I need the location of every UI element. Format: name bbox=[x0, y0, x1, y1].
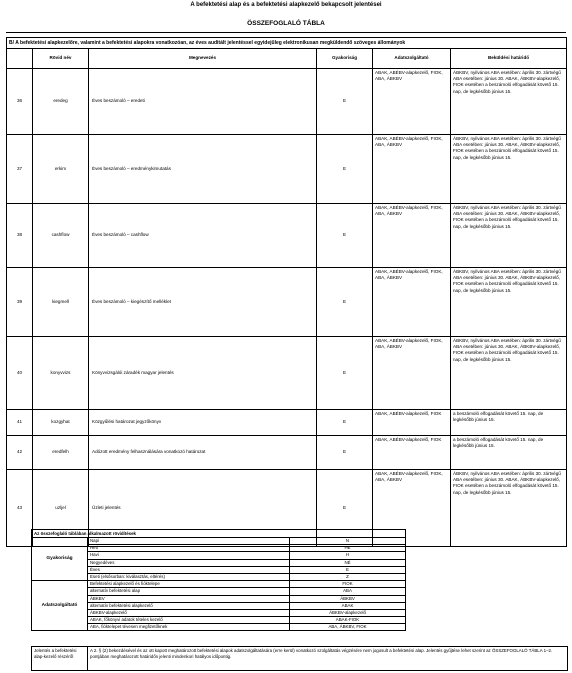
column-header-provider: Adatszolgáltató bbox=[373, 49, 451, 69]
row-deadline: ÁBKBV, nyilvános ABA esetében: április 30. zártvégű ABA esetében: június 30. ABAK, ÁBKBV-alapkezelő, FIOK esetében a beszámoló elfogadását követő 15. nap, de legkésőbb június 15. bbox=[451, 69, 567, 135]
section-title: B/ A befektetési alapkezelőre, valamint a befektetési alapokra vonatkozóan, az éves auditált jelentéssel egyidejűleg elektronikusan megküldendő szöveges állományok bbox=[7, 38, 567, 49]
row-number: 42 bbox=[7, 436, 33, 470]
legend-row bbox=[32, 581, 406, 588]
row-number: 36 bbox=[7, 69, 33, 135]
row-title: Közgyűlési határozat jegyzőkönyv bbox=[89, 410, 317, 436]
legend-item-label: alternatív befektetési alapkezelő bbox=[88, 602, 290, 609]
column-header-frequency: Gyakoriság bbox=[317, 49, 373, 69]
legend-item-abbreviation: ABA, ÁBKBV, FIOK bbox=[290, 624, 406, 631]
legend-item-label: ÁBKBV bbox=[88, 595, 290, 602]
row-frequency: E bbox=[317, 204, 373, 268]
legend-row bbox=[32, 538, 406, 545]
legend-item-abbreviation: ÁBKBV bbox=[290, 595, 406, 602]
column-header-title: Megnevezés bbox=[89, 49, 317, 69]
abbreviations-title: Az összefoglaló táblában alkalmazott rövidítések bbox=[32, 530, 406, 538]
row-title: Éves beszámoló – kiegészítő melléklet bbox=[89, 268, 317, 337]
row-frequency: E bbox=[317, 470, 373, 547]
row-frequency: E bbox=[317, 69, 373, 135]
legend-item-abbreviation: H bbox=[290, 552, 406, 559]
row-deadline: ÁBKBV, nyilvános ABA esetében: április 30. zártvégű ABA esetében: június 30. ABAK, ÁBKBV-alapkezelő, FIOK esetében a beszámoló elfogadását követő 15. nap, de legkésőbb június 15. bbox=[451, 337, 567, 410]
legend-row bbox=[32, 552, 406, 559]
row-short-name: kozgyhat bbox=[33, 410, 89, 436]
legend-item-label: Negyedéves bbox=[88, 559, 290, 566]
note-table bbox=[31, 646, 568, 671]
summary-table bbox=[6, 37, 567, 547]
title-divider bbox=[6, 32, 566, 33]
legend-item-label: Heti bbox=[88, 545, 290, 552]
row-deadline: ÁBKBV, nyilvános ABA esetében: április 30. zártvégű ABA esetében: június 30. ABAK, ÁBKBV-alapkezelő, FIOK esetében a beszámoló elfogadását követő 15. nap, de legkésőbb június 15. bbox=[451, 204, 567, 268]
row-frequency: E bbox=[317, 135, 373, 204]
row-provider: ABAK, ABÉBV-alapkezelő, FIOK, ABA, ÁBKBV bbox=[373, 470, 451, 547]
legend-item-label: Napi bbox=[88, 538, 290, 545]
row-provider: ABAK, ABÉBV-alapkezelő, FIOK, ABA, ÁBKBV bbox=[373, 268, 451, 337]
row-short-name: eredeg bbox=[33, 69, 89, 135]
row-title: Adózott eredmény felhasználására vonatkozó határozat bbox=[89, 436, 317, 470]
legend-group-label: Gyakoriság bbox=[32, 538, 88, 581]
row-number: 38 bbox=[7, 204, 33, 268]
row-title: Éves beszámoló – eredménykimutatás bbox=[89, 135, 317, 204]
legend-row bbox=[32, 624, 406, 631]
row-short-name: erkim bbox=[33, 135, 89, 204]
row-number: 39 bbox=[7, 268, 33, 337]
legend-item-abbreviation: ÁBKBV-alapkezelő bbox=[290, 609, 406, 616]
row-frequency: E bbox=[317, 410, 373, 436]
row-number: 40 bbox=[7, 337, 33, 410]
row-provider: ABAK, ABÉBV-alapkezelő, FIOK, ABA, ÁBKBV bbox=[373, 69, 451, 135]
table-row bbox=[7, 204, 567, 268]
table-title: ÖSSZEFOGLALÓ TÁBLA bbox=[247, 20, 325, 27]
legend-row bbox=[32, 588, 406, 595]
row-title: Könyvvizsgálói záradék magyar jelentés bbox=[89, 337, 317, 410]
row-title: Éves beszámoló – eredeti bbox=[89, 69, 317, 135]
legend-item-abbreviation: E bbox=[290, 566, 406, 573]
row-deadline: a beszámoló elfogadását követő 15. nap, de legkésőbb június 15. bbox=[451, 436, 567, 470]
legend-item-label: Eseti (elsősorban: kiválasztás, eltérés) bbox=[88, 573, 290, 580]
note-label: Jelentés a befektetési alap-kezelő részéről bbox=[32, 647, 88, 671]
legend-item-label: Befektetési alapkezelő és fióktelepe bbox=[88, 581, 290, 588]
legend-row bbox=[32, 559, 406, 566]
row-frequency: E bbox=[317, 268, 373, 337]
legend-item-label: ÁBKBV-alapkezelő bbox=[88, 609, 290, 616]
row-title: Üzleti jelentés bbox=[89, 470, 317, 547]
row-title: Éves beszámoló – cashflow bbox=[89, 204, 317, 268]
row-frequency: E bbox=[317, 337, 373, 410]
row-short-name: cashflow bbox=[33, 204, 89, 268]
legend-item-label: ABA, fióktelepet tévesen megfizetőknek bbox=[88, 624, 290, 631]
legend-item-label: Havi bbox=[88, 552, 290, 559]
legend-item-abbreviation: ABAK-FIOK bbox=[290, 617, 406, 624]
legend-item-abbreviation: HE bbox=[290, 545, 406, 552]
legend-item-abbreviation: Z bbox=[290, 573, 406, 580]
row-provider: ABAK, ABÉBV-alapkezelő, FIOK bbox=[373, 410, 451, 436]
row-short-name: uzljel bbox=[33, 470, 89, 547]
legend-item-abbreviation: NÉ bbox=[290, 559, 406, 566]
table-row bbox=[7, 410, 567, 436]
note-text: A 2. § (2) bekezdésével és az ott kapott meghatározott befektetési alapok adatszolgáltatására (erre kerül) vonatkozó szolgáltatás végzésére nem jogosult a befektetési alap. Jelentés gyűjtése lehet szerint az ÖSSZEFOGLALÓ TÁBLA 1–2. pontjában meghatározott határidőn jelenti mindenkori hatályos időpontig. bbox=[88, 647, 568, 671]
legend-row bbox=[32, 566, 406, 573]
table-row bbox=[7, 436, 567, 470]
legend-item-abbreviation: ABA bbox=[290, 588, 406, 595]
legend-item-label: alternatív befektetési alap bbox=[88, 588, 290, 595]
row-deadline: a beszámoló elfogadását követő 15. nap, de legkésőbb június 15. bbox=[451, 410, 567, 436]
row-deadline: ÁBKBV, nyilvános ABA esetében: április 30. zártvégű ABA esetében: június 30. ABAK, ÁBKBV-alapkezelő, FIOK esetében a beszámoló elfogadását követő 15. nap, de legkésőbb június 15. bbox=[451, 135, 567, 204]
row-provider: ABAK, ABÉBV-alapkezelő, FIOK, ABA, ÁBKBV bbox=[373, 204, 451, 268]
row-number: 41 bbox=[7, 410, 33, 436]
row-deadline: ÁBKBV, nyilvános ABA esetében: április 30. zártvégű ABA esetében: június 30. ABAK, ÁBKBV-alapkezelő, FIOK esetében a beszámoló elfogadását követő 15. nap, de legkésőbb június 15. bbox=[451, 470, 567, 547]
row-deadline: ÁBKBV, nyilvános ABA esetében: április 30. zártvégű ABA esetében: június 30. ABAK, ÁBKBV-alapkezelő, FIOK esetében a beszámoló elfogadását követő 15. nap, de legkésőbb június 15. bbox=[451, 268, 567, 337]
legend-item-label: ABAK, főkönyvi adatok tételes kezelő bbox=[88, 617, 290, 624]
row-frequency: E bbox=[317, 436, 373, 470]
row-number: 37 bbox=[7, 135, 33, 204]
table-row bbox=[7, 69, 567, 135]
table-row bbox=[7, 268, 567, 337]
legend-row bbox=[32, 595, 406, 602]
legend-group-label: Adatszolgáltató bbox=[32, 581, 88, 631]
legend-row bbox=[32, 545, 406, 552]
legend-row bbox=[32, 573, 406, 580]
column-header-short-name: Rövid név bbox=[33, 49, 89, 69]
column-header-number bbox=[7, 49, 33, 69]
row-short-name: eredfelh bbox=[33, 436, 89, 470]
legend-item-abbreviation: ABAK bbox=[290, 602, 406, 609]
row-provider: ABAK, ABÉBV-alapkezelő, FIOK, ABA, ÁBKBV bbox=[373, 337, 451, 410]
abbreviations-table bbox=[31, 529, 406, 631]
legend-row bbox=[32, 617, 406, 624]
row-provider: ABAK, ABÉBV-alapkezelő, FIOK, ABA, ÁBKBV bbox=[373, 135, 451, 204]
column-header-deadline: Beküldési határidő bbox=[451, 49, 567, 69]
legend-row bbox=[32, 602, 406, 609]
row-number: 43 bbox=[7, 470, 33, 547]
table-row bbox=[7, 337, 567, 410]
legend-item-label: Éves bbox=[88, 566, 290, 573]
table-row bbox=[7, 135, 567, 204]
legend-item-abbreviation: FIOK bbox=[290, 581, 406, 588]
page-title: A befektetési alap és a befektetési alapkezelő bekapcsolt jelentései bbox=[190, 2, 382, 8]
legend-item-abbreviation: N bbox=[290, 538, 406, 545]
row-short-name: konyvvizs bbox=[33, 337, 89, 410]
row-short-name: kiegmell bbox=[33, 268, 89, 337]
row-provider: ABAK, ABÉBV-alapkezelő, FIOK bbox=[373, 436, 451, 470]
legend-row bbox=[32, 609, 406, 616]
